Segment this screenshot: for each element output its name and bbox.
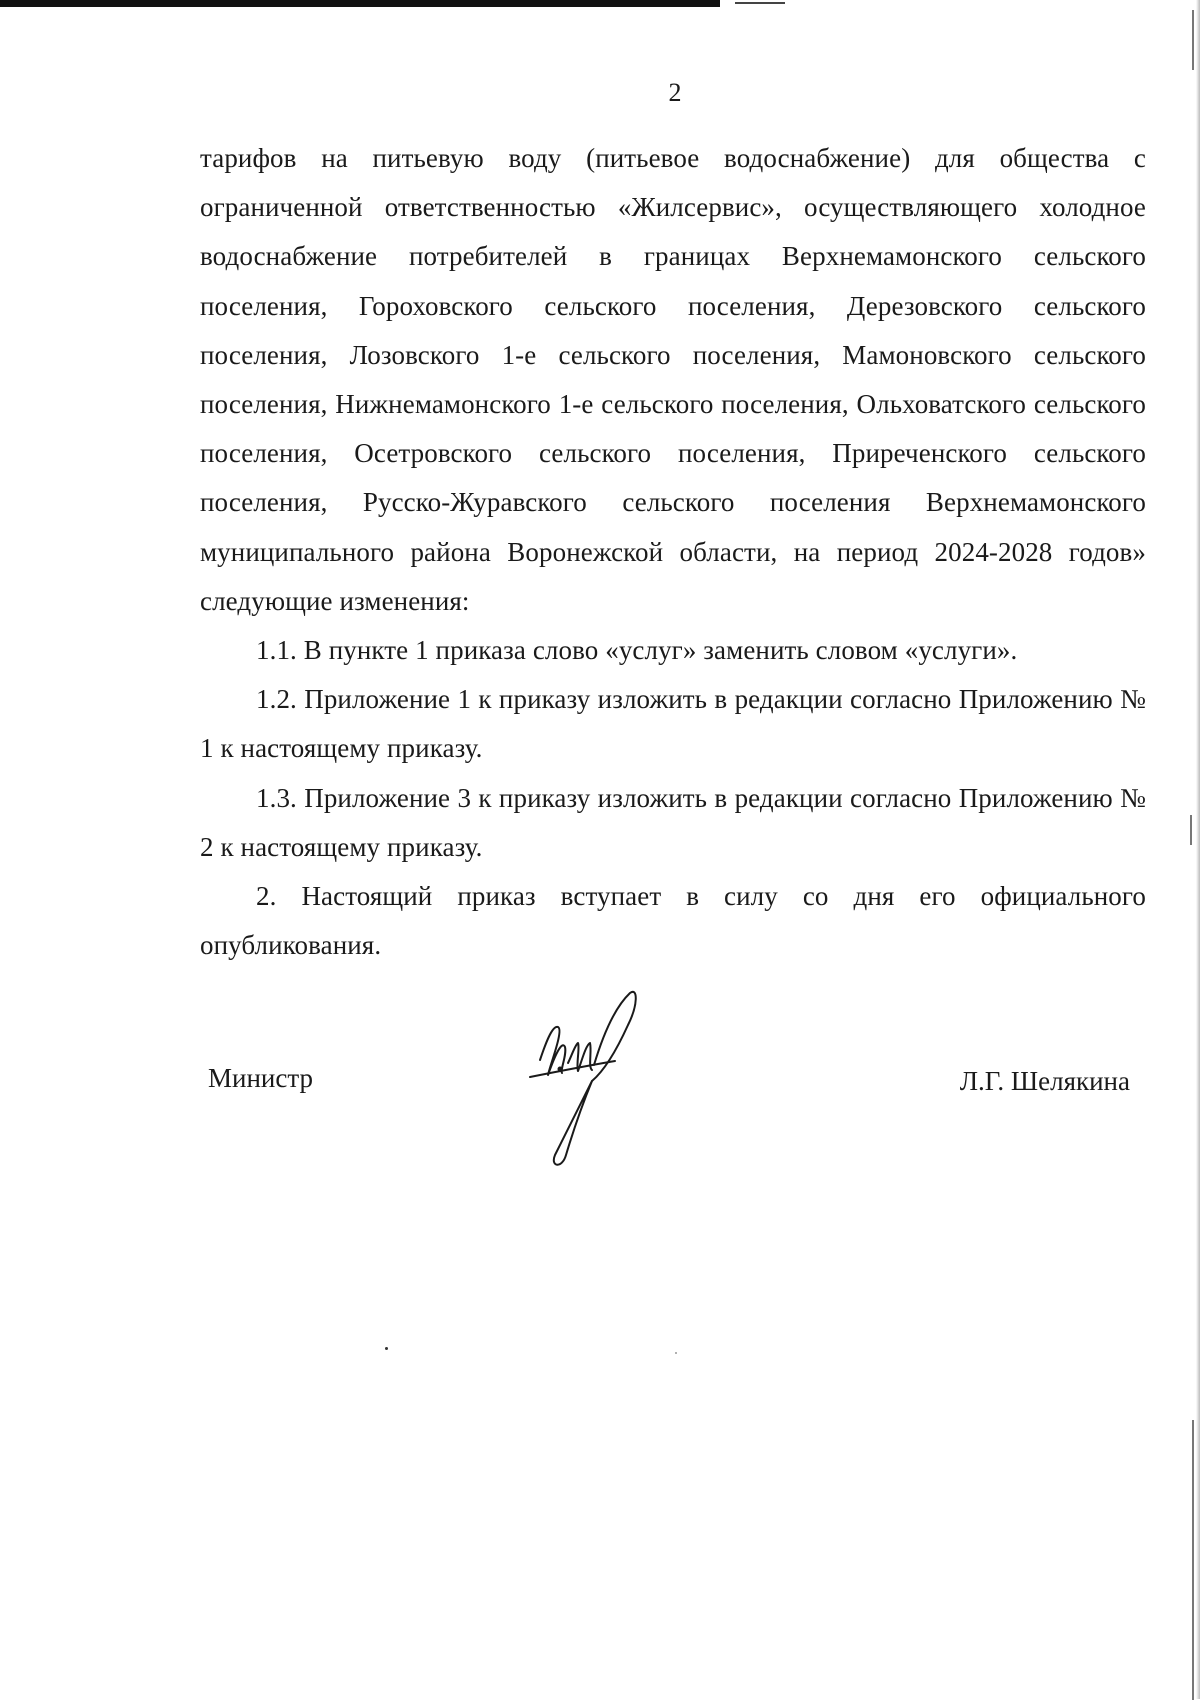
scan-speck [385,1347,388,1350]
signatory-name: Л.Г. Шелякина [959,1066,1130,1096]
page-number: 2 [668,78,682,107]
clause-1-2: 1.2. Приложение 1 к приказу изложить в редакции согласно Приложению № 1 к настоящему приказу. [200,684,1146,764]
handwritten-signature [520,985,670,1175]
scan-right-edge [1196,0,1200,1699]
signatory-role: Министр [208,1063,313,1093]
scan-speck [675,1352,677,1354]
scan-edge-mark [1192,10,1194,70]
scan-edge-mark [1190,815,1192,845]
clause-2: 2. Настоящий приказ вступает в силу со дня его официального опубликования. [200,881,1146,961]
scan-top-border [0,0,720,7]
scan-edge-mark [1192,1420,1194,1700]
clause-1-1: 1.1. В пункте 1 приказа слово «услуг» заменить словом «услуги». [256,635,1018,666]
clause-1-3: 1.3. Приложение 3 к приказу изложить в редакции согласно Приложению № 2 к настоящему приказу. [200,782,1146,862]
scan-top-mark [735,2,785,4]
intro-paragraph: тарифов на питьевую воду (питьевое водоснабжение) для общества с ограниченной ответственностью «Жилсервис», осуществляющего холодное водоснабжение потребителей в границах Верхнемамонского сельского поселения, Гороховского сельского поселения, Дерезовского сельского поселения, Лозовского 1-е сельского поселения, Мамоновского сельского поселения, Нижнемамонского 1-е сельского поселения, Ольховатского сельского поселения, Осетровского сельского поселения, Приреченского сельского поселения, Русско-Журавского сельского поселения Верхнемамонского муниципального района Воронежской области, на период 2024-2028 годов» следующие изменения: [200,143,1146,616]
document-body [200,134,1146,970]
